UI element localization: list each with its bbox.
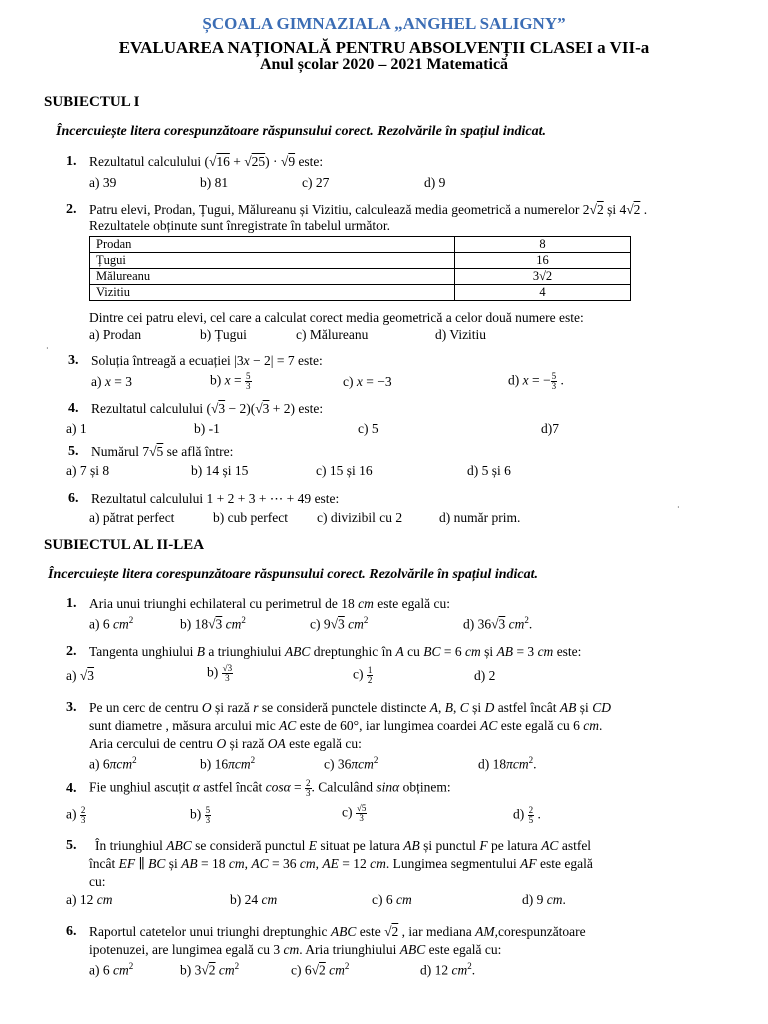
table-cell: 16	[455, 253, 631, 269]
table-cell: Vizitiu	[90, 285, 455, 301]
table-row	[90, 253, 631, 269]
table-row	[90, 285, 631, 301]
s2-q3-option-b[interactable]: b) 16πcm$^2$	[200, 755, 256, 772]
s2-q5-line2: încât EF ∥ BC și AB = 18 cm, AC = 36 cm, AE = 12 cm. Lungimea segmentului AF este egală	[89, 856, 593, 871]
s2-q1-text: Aria unui triunghi echilateral cu perimetrul de 18 cm este egală cu:	[89, 596, 450, 611]
stray-dot: ·	[677, 503, 680, 512]
s1-q3-text: Soluția întreagă a ecuației |3x − 2| = 7 este:	[91, 353, 323, 368]
s1-q2-text2: Rezultatele obținute sunt înregistrate în tabelul următor.	[89, 218, 391, 233]
s2-q1-option-c[interactable]: c) 9√3 $cm^2$	[310, 615, 369, 632]
s1-q2-option-d[interactable]: d) Vizitiu	[435, 327, 487, 342]
s1-q2-after: Dintre cei patru elevi, cel care a calculat corect media geometrică a celor două numere este:	[89, 310, 584, 325]
s1-q3-option-b[interactable]: b) x = $\frac{5}{3}$	[210, 371, 251, 391]
s1-q4-text: Rezultatul calculului (√3 − 2)(√3 + 2) este:	[91, 401, 324, 416]
stray-dot: ·	[46, 344, 49, 353]
s1-q5-option-a[interactable]: a) 7 și 8	[66, 463, 110, 478]
s2-q5-line3: cu:	[89, 874, 106, 889]
table-cell: Țugui	[90, 253, 455, 269]
s2-q2-option-d[interactable]: d) 2	[474, 668, 496, 683]
s1-q5-text: Numărul 7√5 se află între:	[91, 444, 234, 459]
table-cell: Prodan	[90, 237, 455, 253]
table-row	[90, 237, 631, 253]
s1-q4-option-b[interactable]: b) -1	[194, 421, 220, 436]
s2-q2-option-b[interactable]: b) $\frac{√3}{3}$	[207, 663, 233, 683]
s2-q4-option-a[interactable]: a) $\frac{2}{3}$	[66, 805, 86, 825]
s1-q5-option-b[interactable]: b) 14 și 15	[191, 463, 249, 478]
s2-q2-option-a[interactable]: a) √3	[66, 668, 95, 683]
s1-q4-option-c[interactable]: c) 5	[358, 421, 379, 436]
s1-q1-option-c[interactable]: c) 27	[302, 175, 330, 190]
s2-q1-option-a[interactable]: a) 6 $cm^2$	[89, 615, 134, 632]
table-cell: 8	[455, 237, 631, 253]
s2-q5-option-d[interactable]: d) 9 cm.	[522, 892, 566, 907]
s2-q6-option-b[interactable]: b) 3√2 $cm^2$	[180, 961, 240, 978]
s2-q3-line1: Pe un cerc de centru O și rază r se consideră punctele distincte A, B, C și D astfel încât AB și CD	[89, 700, 611, 715]
s1-q1-option-a[interactable]: a) 39	[89, 175, 117, 190]
s2-q5-line1: În triunghiul ABC se consideră punctul E situat pe latura AB și punctul F pe latura AC astfel	[95, 838, 592, 853]
s1-q5-number: 5.	[68, 444, 79, 459]
s2-q3-number: 3.	[66, 700, 77, 715]
s1-q4-number: 4.	[68, 401, 79, 416]
section-2-heading: SUBIECTUL AL II-LEA	[44, 537, 205, 553]
s1-q2-option-a[interactable]: a) Prodan	[89, 327, 142, 342]
s2-q1-number: 1.	[66, 596, 77, 611]
s1-q3-option-c[interactable]: c) x = −3	[343, 374, 392, 389]
s2-q6-number: 6.	[66, 924, 77, 939]
table-cell: 4	[455, 285, 631, 301]
s2-q3-option-d[interactable]: d) 18πcm$^2$.	[478, 755, 537, 772]
results-table	[89, 236, 631, 301]
s2-q6-line2: ipotenuzei, are lungimea egală cu 3 cm. Aria triunghiului ABC este egală cu:	[89, 942, 502, 957]
s2-q1-option-d[interactable]: d) 36√3 $cm^2$.	[463, 615, 533, 632]
s1-q6-text: Rezultatul calculului 1 + 2 + 3 + ⋯ + 49 este:	[91, 491, 340, 506]
s1-q1-option-b[interactable]: b) 81	[200, 175, 229, 190]
s2-q2-option-c[interactable]: c) $\frac{1}{2}$	[353, 665, 373, 685]
s2-q4-option-c[interactable]: c) $\frac{√5}{3}$	[342, 803, 367, 823]
s2-q4-number: 4.	[66, 781, 77, 796]
s1-q2-number: 2.	[66, 202, 77, 217]
s2-q5-option-c[interactable]: c) 6 cm	[372, 892, 412, 907]
s1-q6-option-d[interactable]: d) număr prim.	[439, 510, 521, 525]
s2-q3-line3: Aria cercului de centru O și rază OA este egală cu:	[89, 736, 362, 751]
s2-q5-option-b[interactable]: b) 24 cm	[230, 892, 278, 907]
s2-q6-option-d[interactable]: d) 12 $cm^2$.	[420, 961, 476, 978]
s1-q6-number: 6.	[68, 491, 79, 506]
s2-q5-number: 5.	[66, 838, 77, 853]
s2-q3-option-a[interactable]: a) 6πcm$^2$	[89, 755, 137, 772]
s1-q5-option-d[interactable]: d) 5 și 6	[467, 463, 511, 478]
table-cell: Mălureanu	[90, 269, 455, 285]
s2-q6-option-a[interactable]: a) 6 $cm^2$	[89, 961, 134, 978]
s1-q1-text: Rezultatul calculului (√16 + √25) · √9 este:	[89, 154, 324, 169]
s2-q6-line1: Raportul catetelor unui triunghi dreptunghic ABC este √2 , iar mediana AM,corespunzătoare	[89, 924, 586, 939]
s2-q4-text: Fie unghiul ascuțit α astfel încât cosα = $\frac{2}{3}$ . Calculând sinα obținem:	[89, 778, 451, 798]
s2-q6-option-c[interactable]: c) 6√2 $cm^2$	[291, 961, 350, 978]
s1-q2-option-b[interactable]: b) Țugui	[200, 327, 247, 342]
s1-q3-number: 3.	[68, 353, 79, 368]
s2-q3-option-c[interactable]: c) 36πcm$^2$	[324, 755, 379, 772]
s2-q2-number: 2.	[66, 644, 77, 659]
s2-q1-option-b[interactable]: b) 18√3 $cm^2$	[180, 615, 246, 632]
section-1-instruction: Încercuiește litera corespunzătoare răspunsului corect. Rezolvările în spațiul indicat.	[56, 124, 547, 139]
s1-q4-option-a[interactable]: a) 1	[66, 421, 87, 436]
s2-q2-text: Tangenta unghiului B a triunghiului ABC dreptunghic în A cu BC = 6 cm și AB = 3 cm este:	[89, 644, 582, 659]
s1-q5-option-c[interactable]: c) 15 și 16	[316, 463, 373, 478]
s1-q3-option-d[interactable]: d) x = − $\frac{5}{3}$ .	[508, 371, 564, 391]
s1-q1-number: 1.	[66, 154, 77, 169]
section-1-heading: SUBIECTUL I	[44, 94, 140, 110]
s1-q6-option-c[interactable]: c) divizibil cu 2	[317, 510, 403, 525]
section-2-instruction: Încercuiește litera corespunzătoare răspunsului corect. Rezolvările în spațiul indicat.	[48, 567, 539, 582]
s1-q6-option-b[interactable]: b) cub perfect	[213, 510, 288, 525]
s2-q5-option-a[interactable]: a) 12 cm	[66, 892, 113, 907]
table-row	[90, 269, 631, 285]
s1-q2-text: Patru elevi, Prodan, Țugui, Mălureanu și Vizitiu, calculează media geometrică a numerelor 2√2 și 4√2 .	[89, 202, 648, 217]
s1-q3-option-a[interactable]: a) x = 3	[91, 374, 132, 389]
s2-q4-option-d[interactable]: d) $\frac{2}{5}$ .	[513, 805, 541, 825]
s2-q4-option-b[interactable]: b) $\frac{5}{3}$	[190, 805, 211, 825]
s1-q1-option-d[interactable]: d) 9	[424, 175, 446, 190]
exam-title: EVALUAREA NAȚIONALĂ PENTRU ABSOLVENȚII CLASEI a VII-a	[118, 38, 650, 57]
school-name: ȘCOALA GIMNAZIALA „ANGHEL SALIGNY”	[202, 14, 566, 33]
s1-q2-option-c[interactable]: c) Mălureanu	[296, 327, 369, 342]
s1-q6-option-a[interactable]: a) pătrat perfect	[89, 510, 175, 525]
school-year: Anul școlar 2020 – 2021 Matematică	[259, 56, 509, 73]
table-cell: 3√2	[455, 269, 631, 285]
s1-q4-option-d[interactable]: d)7	[541, 421, 559, 436]
s2-q3-line2: sunt diametre , măsura arcului mic AC este de 60°, iar lungimea coardei AC este egală cu 6 cm.	[89, 718, 603, 733]
